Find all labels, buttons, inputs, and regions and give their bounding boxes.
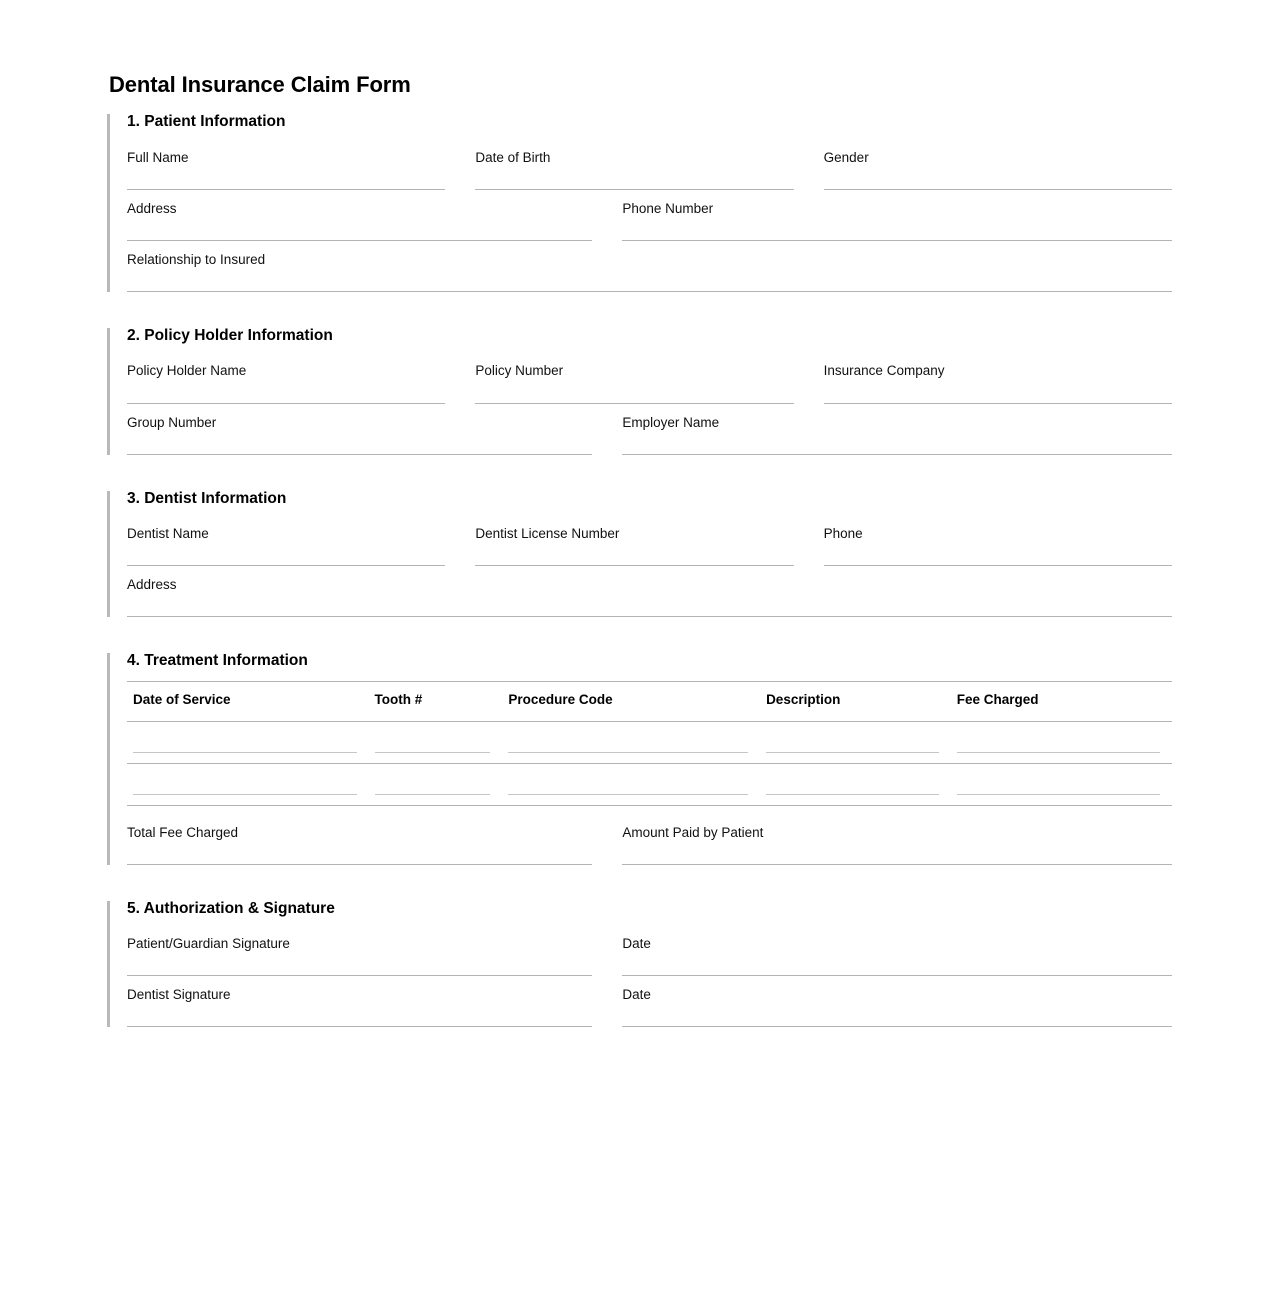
input-fee-charged[interactable] bbox=[957, 772, 1160, 795]
field-row-authorization-1 bbox=[127, 925, 1172, 976]
field-row-policy-2 bbox=[127, 404, 1172, 455]
field-total-fee-charged bbox=[127, 814, 622, 865]
cell-procedure-code[interactable] bbox=[502, 763, 760, 805]
table-row bbox=[127, 763, 1172, 805]
cell-date-of-service[interactable] bbox=[127, 721, 369, 763]
section-dentist-information bbox=[107, 489, 1172, 618]
input-dentist-address[interactable] bbox=[127, 594, 1172, 617]
section-title-policy-holder-information: 2. Policy Holder Information bbox=[127, 327, 333, 345]
input-insurance-company[interactable] bbox=[824, 381, 1172, 404]
section-title-dentist-information: 3. Dentist Information bbox=[127, 489, 287, 507]
field-row-treatment-totals bbox=[127, 814, 1172, 865]
input-amount-paid-by-patient[interactable] bbox=[622, 842, 1172, 865]
cell-date-of-service[interactable] bbox=[127, 763, 369, 805]
input-description[interactable] bbox=[766, 730, 939, 753]
label-dentist-license-number: Dentist License Number bbox=[475, 525, 620, 541]
label-policy-number: Policy Number bbox=[475, 363, 564, 379]
section-patient-information bbox=[107, 112, 1172, 292]
field-insurance-company bbox=[824, 352, 1172, 403]
section-accent-bar bbox=[107, 328, 110, 455]
input-description[interactable] bbox=[766, 772, 939, 795]
input-relationship-to-insured[interactable] bbox=[127, 269, 1172, 292]
column-header-tooth-number: Tooth # bbox=[369, 682, 503, 721]
label-dentist-signature: Dentist Signature bbox=[127, 987, 231, 1003]
section-policy-holder-information bbox=[107, 326, 1172, 455]
field-policy-holder-name bbox=[127, 352, 475, 403]
section-accent-bar bbox=[107, 901, 110, 1028]
input-full-name[interactable] bbox=[127, 167, 445, 190]
field-policy-number bbox=[475, 352, 823, 403]
input-total-fee-charged[interactable] bbox=[127, 842, 592, 865]
cell-fee-charged[interactable] bbox=[951, 721, 1172, 763]
treatment-table-body bbox=[127, 721, 1172, 805]
column-header-description: Description bbox=[760, 682, 951, 721]
label-dentist-name: Dentist Name bbox=[127, 525, 209, 541]
input-dentist-signature[interactable] bbox=[127, 1004, 592, 1027]
label-patient-signature-date: Date bbox=[622, 936, 651, 952]
label-patient-guardian-signature: Patient/Guardian Signature bbox=[127, 936, 290, 952]
section-title-treatment-information: 4. Treatment Information bbox=[127, 652, 308, 670]
label-phone-number: Phone Number bbox=[622, 200, 714, 216]
input-procedure-code[interactable] bbox=[508, 772, 748, 795]
section-accent-bar bbox=[107, 653, 110, 865]
label-employer-name: Employer Name bbox=[622, 414, 720, 430]
treatment-header-row bbox=[127, 682, 1172, 721]
treatment-table bbox=[127, 681, 1172, 805]
field-relationship-to-insured bbox=[127, 241, 1172, 292]
table-row bbox=[127, 721, 1172, 763]
input-policy-holder-name[interactable] bbox=[127, 381, 445, 404]
cell-tooth-number[interactable] bbox=[369, 763, 503, 805]
field-row-dentist-1 bbox=[127, 515, 1172, 566]
field-row-policy-1 bbox=[127, 352, 1172, 403]
input-dentist-signature-date[interactable] bbox=[622, 1004, 1172, 1027]
field-row-dentist-2 bbox=[127, 566, 1172, 617]
section-title-authorization-signature: 5. Authorization & Signature bbox=[127, 899, 335, 917]
field-dentist-address bbox=[127, 566, 1172, 617]
field-row-patient-2 bbox=[127, 190, 1172, 241]
input-employer-name[interactable] bbox=[622, 432, 1172, 455]
field-gender bbox=[824, 139, 1172, 190]
label-group-number: Group Number bbox=[127, 414, 217, 430]
field-full-name bbox=[127, 139, 475, 190]
label-total-fee-charged: Total Fee Charged bbox=[127, 824, 239, 840]
section-accent-bar bbox=[107, 114, 110, 292]
cell-description[interactable] bbox=[760, 721, 951, 763]
label-insurance-company: Insurance Company bbox=[823, 363, 945, 379]
field-row-patient-3 bbox=[127, 241, 1172, 292]
field-employer-name bbox=[622, 404, 1172, 455]
input-fee-charged[interactable] bbox=[957, 730, 1160, 753]
label-gender: Gender bbox=[823, 149, 869, 165]
input-tooth-number[interactable] bbox=[375, 772, 491, 795]
field-patient-guardian-signature bbox=[127, 925, 622, 976]
field-patient-signature-date bbox=[622, 925, 1172, 976]
input-tooth-number[interactable] bbox=[375, 730, 491, 753]
field-row-authorization-2 bbox=[127, 976, 1172, 1027]
field-dentist-license-number bbox=[475, 515, 823, 566]
section-title-patient-information: 1. Patient Information bbox=[127, 113, 286, 131]
input-patient-address[interactable] bbox=[127, 218, 592, 241]
field-dentist-phone bbox=[824, 515, 1172, 566]
treatment-table-head bbox=[127, 682, 1172, 721]
cell-tooth-number[interactable] bbox=[369, 721, 503, 763]
column-header-date-of-service: Date of Service bbox=[127, 682, 369, 721]
field-dentist-signature bbox=[127, 976, 622, 1027]
input-gender[interactable] bbox=[824, 167, 1172, 190]
label-full-name: Full Name bbox=[127, 149, 189, 165]
field-patient-address bbox=[127, 190, 622, 241]
cell-description[interactable] bbox=[760, 763, 951, 805]
label-amount-paid-by-patient: Amount Paid by Patient bbox=[622, 824, 764, 840]
input-date-of-service[interactable] bbox=[133, 730, 357, 753]
label-relationship-to-insured: Relationship to Insured bbox=[127, 251, 266, 267]
column-header-fee-charged: Fee Charged bbox=[951, 682, 1172, 721]
label-dentist-signature-date: Date bbox=[622, 987, 651, 1003]
section-accent-bar bbox=[107, 491, 110, 618]
label-date-of-birth: Date of Birth bbox=[475, 149, 551, 165]
label-dentist-address: Address bbox=[127, 577, 177, 593]
field-group-number bbox=[127, 404, 622, 455]
input-date-of-birth[interactable] bbox=[475, 167, 793, 190]
cell-procedure-code[interactable] bbox=[502, 721, 760, 763]
input-dentist-license-number[interactable] bbox=[475, 543, 793, 566]
label-patient-address: Address bbox=[127, 200, 177, 216]
page-title: Dental Insurance Claim Form bbox=[109, 72, 411, 97]
column-header-procedure-code: Procedure Code bbox=[502, 682, 760, 721]
section-treatment-information bbox=[107, 651, 1172, 865]
input-group-number[interactable] bbox=[127, 432, 592, 455]
field-phone-number bbox=[622, 190, 1172, 241]
label-dentist-phone: Phone bbox=[823, 525, 863, 541]
input-dentist-name[interactable] bbox=[127, 543, 445, 566]
input-dentist-phone[interactable] bbox=[824, 543, 1172, 566]
section-authorization-signature bbox=[107, 899, 1172, 1028]
input-phone-number[interactable] bbox=[622, 218, 1172, 241]
input-policy-number[interactable] bbox=[475, 381, 793, 404]
input-date-of-service[interactable] bbox=[133, 772, 357, 795]
field-row-patient-1 bbox=[127, 139, 1172, 190]
field-date-of-birth bbox=[475, 139, 823, 190]
input-procedure-code[interactable] bbox=[508, 730, 748, 753]
input-patient-guardian-signature[interactable] bbox=[127, 953, 592, 976]
field-amount-paid-by-patient bbox=[622, 814, 1172, 865]
cell-fee-charged[interactable] bbox=[951, 763, 1172, 805]
field-dentist-signature-date bbox=[622, 976, 1172, 1027]
field-dentist-name bbox=[127, 515, 475, 566]
input-patient-signature-date[interactable] bbox=[622, 953, 1172, 976]
label-policy-holder-name: Policy Holder Name bbox=[127, 363, 247, 379]
